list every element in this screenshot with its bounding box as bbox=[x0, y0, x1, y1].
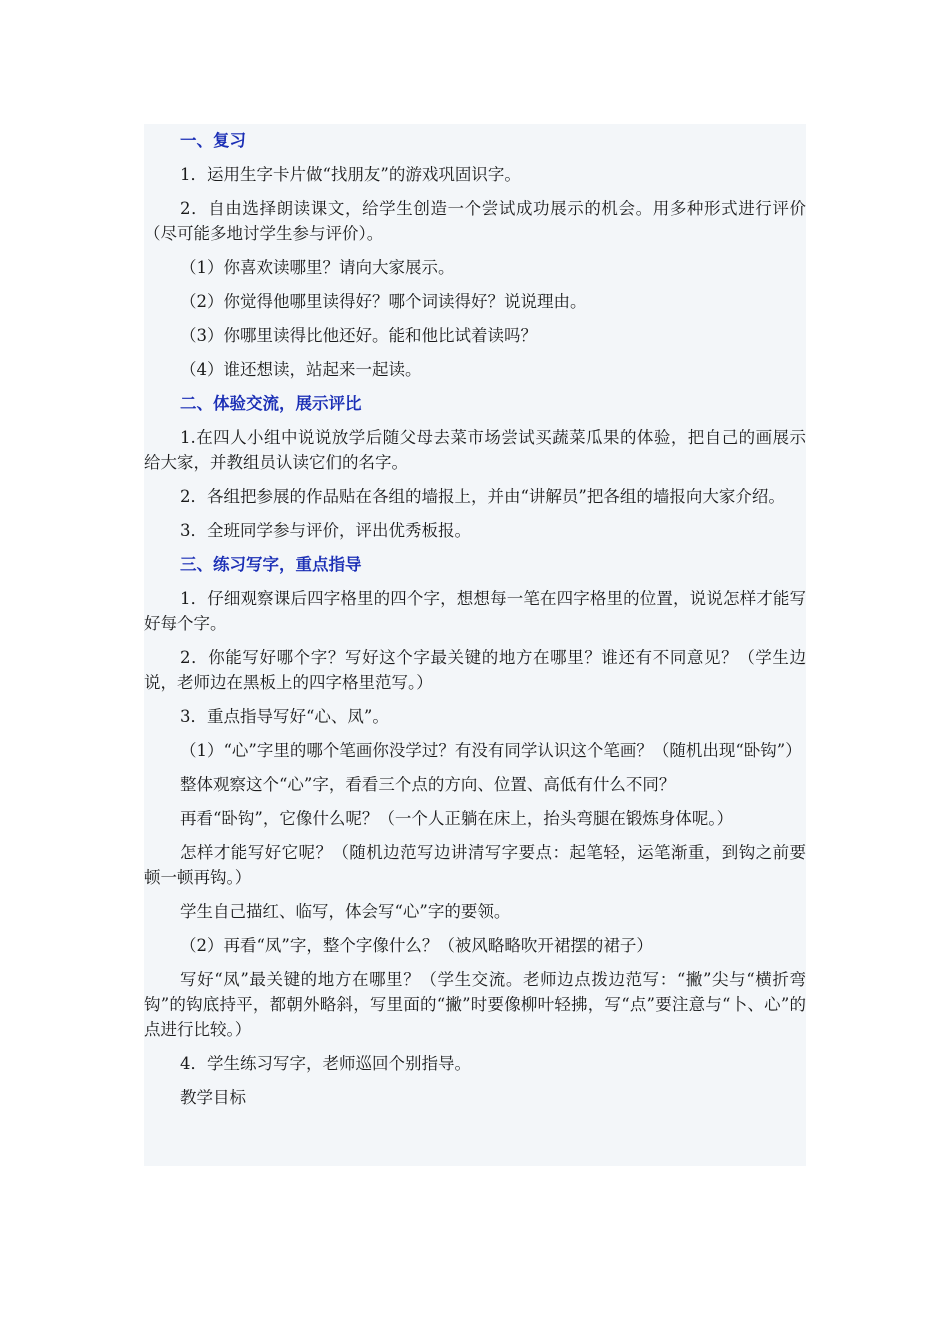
section-heading-writing: 三、练习写字，重点指导 bbox=[180, 555, 362, 574]
document-body bbox=[144, 124, 806, 1166]
paragraph: 再看“卧钩”，它像什么呢？（一个人正躺在床上，抬头弯腿在锻炼身体呢。） bbox=[180, 809, 734, 828]
paragraph: 2．自由选择朗读课文，给学生创造一个尝试成功展示的机会。用多种形式进行评价（尽可能多地讨学生参与评价）。 bbox=[144, 199, 806, 243]
paragraph: 1．运用生字卡片做“找朋友”的游戏巩固识字。 bbox=[180, 165, 521, 184]
section-heading-review: 一、复习 bbox=[180, 131, 246, 150]
paragraph: （2）你觉得他哪里读得好？哪个词读得好？说说理由。 bbox=[180, 292, 587, 311]
paragraph: 写好“凤”最关键的地方在哪里？（学生交流。老师边点拨边范写：“撇”尖与“横折弯钩”的钩底持平，都朝外略斜，写里面的“撇”时要像柳叶轻拂，写“点”要注意与“卜、心”的点进行比较。） bbox=[144, 970, 806, 1039]
paragraph: 4．学生练习写字，老师巡回个别指导。 bbox=[180, 1054, 471, 1073]
paragraph: 1.在四人小组中说说放学后随父母去菜市场尝试买蔬菜瓜果的体验，把自己的画展示给大家，并教组员认读它们的名字。 bbox=[144, 428, 806, 472]
paragraph: 学生自己描红、临写，体会写“心”字的要领。 bbox=[180, 902, 511, 921]
paragraph: 3．重点指导写好“心、凤”。 bbox=[180, 707, 389, 726]
paragraph: 整体观察这个“心”字，看看三个点的方向、位置、高低有什么不同？ bbox=[180, 775, 676, 794]
paragraph: 教学目标 bbox=[180, 1088, 246, 1107]
paragraph: （1）你喜欢读哪里？请向大家展示。 bbox=[180, 258, 455, 277]
paragraph: 怎样才能写好它呢？（随机边范写边讲清写字要点：起笔轻，运笔渐重，到钩之前要顿一顿再钩。） bbox=[144, 843, 806, 887]
paragraph: （1）“心”字里的哪个笔画你没学过？有没有同学认识这个笔画？（随机出现“卧钩”） bbox=[180, 741, 802, 760]
paragraph: 1．仔细观察课后四字格里的四个字，想想每一笔在四字格里的位置，说说怎样才能写好每个字。 bbox=[144, 589, 806, 633]
paragraph: 2．你能写好哪个字？写好这个字最关键的地方在哪里？谁还有不同意见？（学生边说，老师边在黑板上的四字格里范写。） bbox=[144, 648, 806, 692]
paragraph: （3）你哪里读得比他还好。能和他比试着读吗？ bbox=[180, 326, 537, 345]
section-heading-exchange: 二、体验交流，展示评比 bbox=[180, 394, 362, 413]
paragraph: （2）再看“凤”字，整个字像什么？（被风略略吹开裙摆的裙子） bbox=[180, 936, 653, 955]
paragraph: （4）谁还想读，站起来一起读。 bbox=[180, 360, 422, 379]
paragraph: 3．全班同学参与评价，评出优秀板报。 bbox=[180, 521, 471, 540]
paragraph: 2．各组把参展的作品贴在各组的墙报上，并由“讲解员”把各组的墙报向大家介绍。 bbox=[180, 487, 785, 506]
